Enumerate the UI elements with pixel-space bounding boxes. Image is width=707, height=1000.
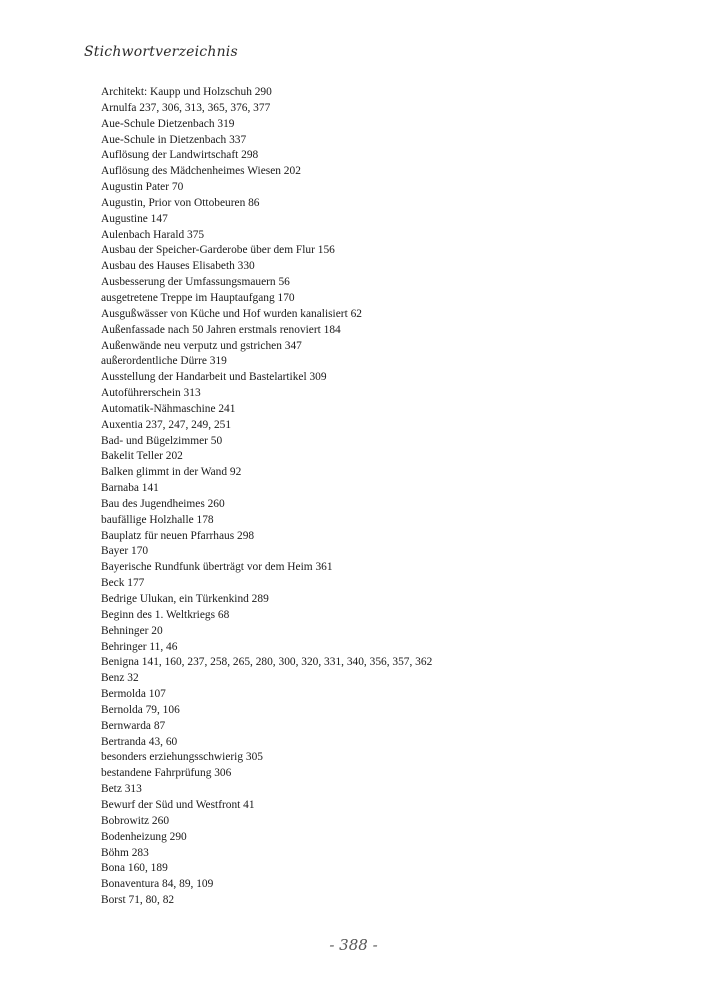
index-entry: Bermolda 107: [101, 688, 166, 701]
index-entry: Augustin, Prior von Ottobeuren 86: [101, 196, 260, 209]
index-entry: Auflösung der Landwirtschaft 298: [101, 149, 259, 162]
index-entry: außerordentliche Dürre 319: [101, 355, 227, 368]
index-entry: Benigna 141, 160, 237, 258, 265, 280, 300, 320, 331, 340, 356, 357, 362: [101, 656, 433, 669]
page-number: - 388 -: [329, 936, 378, 954]
index-entry: Auflösung des Mädchenheimes Wiesen 202: [101, 165, 301, 178]
index-entry: Bona 160, 189: [101, 862, 168, 875]
index-entry: Automatik-Nähmaschine 241: [101, 402, 236, 415]
index-entry: Bonaventura 84, 89, 109: [101, 878, 214, 891]
index-entry: Bauplatz für neuen Pfarrhaus 298: [101, 529, 255, 542]
index-entry: Bedrige Ulukan, ein Türkenkind 289: [101, 593, 269, 605]
index-entry: Bayerische Rundfunk überträgt vor dem Heim 361: [101, 561, 333, 574]
index-entry: Benz 32: [101, 672, 139, 685]
index-entry: Bertranda 43, 60: [101, 735, 178, 748]
index-entry: Außenfassade nach 50 Jahren erstmals renoviert 184: [101, 323, 341, 336]
index-entry: Balken glimmt in der Wand 92: [101, 466, 242, 479]
index-entry: Ausbau der Speicher-Garderobe über dem Flur 156: [101, 244, 335, 257]
index-entry: Ausbesserung der Umfassungsmauern 56: [101, 276, 290, 289]
index-entry: Außenwände neu verputz und gstrichen 347: [101, 339, 302, 352]
index-entry: Bakelit Teller 202: [101, 450, 183, 463]
index-entry: Bad- und Bügelzimmer 50: [101, 434, 223, 447]
index-entry: Betz 313: [101, 783, 142, 796]
index-entry: Ausstellung der Handarbeit und Bastelartikel 309: [101, 371, 327, 384]
index-entry: ausgetretene Treppe im Hauptaufgang 170: [101, 291, 295, 304]
index-entry: Auxentia 237, 247, 249, 251: [101, 418, 232, 431]
index-entry: Behringer 11, 46: [101, 640, 178, 653]
index-list: [101, 85, 432, 909]
index-entry: Bayer 170: [101, 545, 149, 558]
index-entry: Bernwarda 87: [101, 719, 166, 732]
index-entry: Bodenheizung 290: [101, 830, 187, 843]
index-entry: Bau des Jugendheimes 260: [101, 497, 225, 510]
index-entry: baufällige Holzhalle 178: [101, 513, 214, 526]
index-entry: Augustin Pater 70: [101, 181, 184, 194]
index-entry: bestandene Fahrprüfung 306: [101, 767, 232, 780]
index-entry: Bobrowitz 260: [101, 814, 170, 827]
index-entry: Bernolda 79, 106: [101, 703, 180, 716]
index-entry: Aulenbach Harald 375: [101, 228, 205, 241]
index-entry: Augustine 147: [101, 212, 168, 225]
index-entry: Böhm 283: [101, 846, 149, 859]
index-entry: Beck 177: [101, 577, 145, 590]
index-entry: besonders erziehungsschwierig 305: [101, 751, 263, 764]
index-entry: Ausgußwässer von Küche und Hof wurden kanalisiert 62: [101, 307, 362, 320]
index-entry: Behninger 20: [101, 624, 163, 637]
index-entry: Architekt: Kaupp und Holzschuh 290: [101, 86, 272, 98]
index-entry: Autoführerschein 313: [101, 387, 201, 400]
index-entry: Borst 71, 80, 82: [101, 894, 175, 907]
index-entry: Beginn des 1. Weltkriegs 68: [101, 608, 230, 621]
page-header-title: Stichwortverzeichnis: [84, 44, 238, 60]
index-entry: Arnulfa 237, 306, 313, 365, 376, 377: [101, 101, 271, 114]
index-entry: Ausbau des Hauses Elisabeth 330: [101, 260, 255, 273]
index-entry: Barnaba 141: [101, 482, 159, 495]
index-entry: Aue-Schule in Dietzenbach 337: [101, 133, 247, 146]
index-entry: Bewurf der Süd und Westfront 41: [101, 798, 255, 811]
index-entry: Aue-Schule Dietzenbach 319: [101, 117, 235, 130]
